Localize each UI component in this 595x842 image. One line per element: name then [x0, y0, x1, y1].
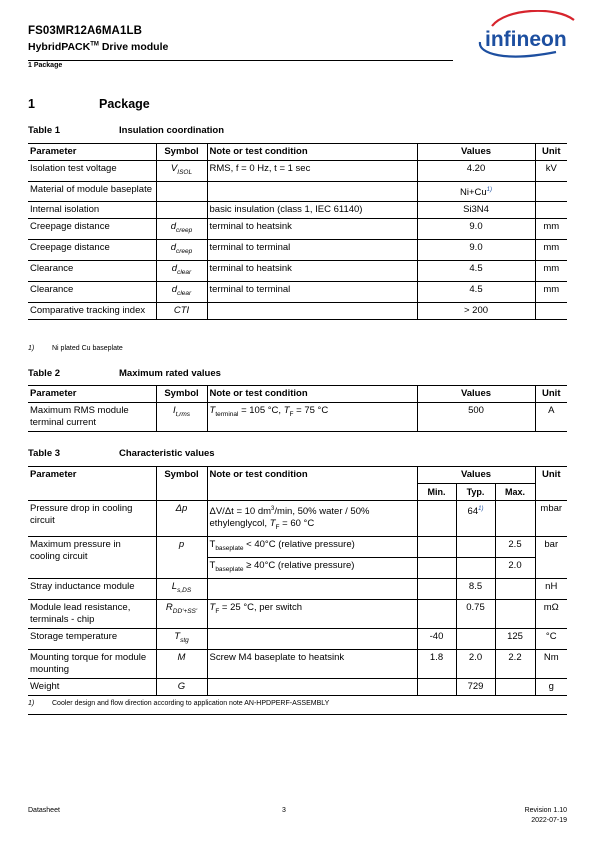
max-cell: 2.0 [495, 557, 535, 578]
min-cell [417, 537, 456, 558]
table-row [28, 578, 567, 599]
table-row [28, 599, 567, 628]
footer-date: 2022-07-19 [531, 817, 567, 824]
param-cell: Maximum RMS module terminal current [28, 403, 156, 432]
min-cell: 1.8 [417, 649, 456, 678]
symbol-cell: $I_{t,rms}$ [156, 403, 207, 432]
table3-footnote-mark: 1) [28, 700, 35, 707]
section-title: Package [99, 97, 150, 111]
min-cell [417, 678, 456, 695]
param-cell: Creepage distance [28, 219, 156, 240]
table-row [28, 678, 567, 695]
col-header-symbol: Symbol [156, 144, 207, 161]
col-header-values: Values [417, 144, 535, 161]
table1-label: Table 1 [28, 125, 61, 136]
col-header-parameter: Parameter [28, 467, 156, 501]
col-header-condition: Note or test condition [207, 386, 417, 403]
unit-cell [535, 302, 567, 319]
col-header-parameter: Parameter [28, 144, 156, 161]
symbol-cell: Δp [156, 501, 207, 537]
footer-doc-type: Datasheet [28, 807, 60, 814]
typ-cell: 8.5 [456, 578, 495, 599]
param-cell: Mounting torque for module mounting [28, 649, 156, 678]
unit-cell: mm [535, 219, 567, 240]
value-cell: > 200 [417, 302, 535, 319]
unit-cell: g [535, 678, 567, 695]
param-cell: Pressure drop in cooling circuit [28, 501, 156, 537]
condition-cell: $T_F = 25$ °C, per switch [207, 599, 417, 628]
param-cell: Maximum pressure in cooling circuit [28, 537, 156, 579]
col-header-parameter: Parameter [28, 386, 156, 403]
param-cell: Comparative tracking index [28, 302, 156, 319]
param-cell: Storage temperature [28, 628, 156, 649]
param-cell: Module lead resistance, terminals - chip [28, 599, 156, 628]
unit-cell: bar [535, 537, 567, 579]
max-cell: 125 [495, 628, 535, 649]
condition-cell: $T_{baseplate} < 40^\circ C$ (relative pressure) [207, 537, 417, 558]
symbol-cell: G [156, 678, 207, 695]
section-number: 1 [28, 97, 35, 111]
param-cell: Clearance [28, 260, 156, 281]
unit-cell: kV [535, 161, 567, 182]
table-row [28, 161, 567, 182]
condition-cell: Screw M4 baseplate to heatsink [207, 649, 417, 678]
param-cell: Material of module baseplate [28, 181, 156, 201]
table-row [28, 181, 567, 201]
symbol-cell: $T_{stg}$ [156, 628, 207, 649]
condition-cell [207, 578, 417, 599]
condition-cell: terminal to terminal [207, 281, 417, 302]
symbol-cell: $d_{clear}$ [156, 281, 207, 302]
table2-caption: Maximum rated values [119, 368, 221, 379]
condition-cell: $T_{terminal} = 105$ °C, $T_F = 75$ °C [207, 403, 417, 432]
unit-cell: mm [535, 281, 567, 302]
characteristic-table [28, 466, 567, 696]
symbol-cell: p [156, 537, 207, 579]
condition-cell: RMS, f = 0 Hz, t = 1 sec [207, 161, 417, 182]
col-header-max: Max. [495, 484, 535, 501]
param-cell: Weight [28, 678, 156, 695]
col-header-typ: Typ. [456, 484, 495, 501]
value-cell: 500 [417, 403, 535, 432]
min-cell [417, 501, 456, 537]
symbol-cell: $R_{DD'+SS'}$ [156, 599, 207, 628]
document-title: FS03MR12A6MA1LB [28, 25, 142, 37]
table-row [28, 537, 567, 558]
condition-cell [207, 628, 417, 649]
table-row [28, 260, 567, 281]
table3-footnote: Cooler design and flow direction according to application note AN-HPDPERF-ASSEMBLY [52, 700, 330, 707]
value-cell: 9.0 [417, 239, 535, 260]
table-row [28, 628, 567, 649]
col-header-unit: Unit [535, 467, 567, 501]
value-cell: $Ni+Cu^{1)}$ [417, 181, 535, 201]
unit-cell: nH [535, 578, 567, 599]
header-divider [28, 60, 453, 61]
unit-cell [535, 202, 567, 219]
footer-page-number: 3 [282, 807, 286, 814]
col-header-condition: Note or test condition [207, 144, 417, 161]
col-header-symbol: Symbol [156, 386, 207, 403]
min-cell: -40 [417, 628, 456, 649]
param-cell: Creepage distance [28, 239, 156, 260]
col-header-unit: Unit [535, 144, 567, 161]
symbol-cell: CTI [156, 302, 207, 319]
symbol-cell: $V_{ISOL}$ [156, 161, 207, 182]
value-cell: 4.5 [417, 281, 535, 302]
unit-cell: Nm [535, 649, 567, 678]
table1-footnote: Ni plated Cu baseplate [52, 345, 123, 352]
table2-label: Table 2 [28, 368, 61, 379]
symbol-cell: $d_{clear}$ [156, 260, 207, 281]
max-rated-table [28, 385, 567, 432]
condition-cell [207, 302, 417, 319]
param-cell: Isolation test voltage [28, 161, 156, 182]
unit-cell: mm [535, 260, 567, 281]
insulation-table [28, 143, 567, 320]
table-row [28, 403, 567, 432]
col-header-values: Values [417, 467, 535, 484]
typ-cell: 0.75 [456, 599, 495, 628]
condition-cell [207, 181, 417, 201]
max-cell [495, 501, 535, 537]
table-row [28, 302, 567, 319]
condition-cell: $T_{baseplate} \ge 40^\circ C$ (relative pressure) [207, 557, 417, 578]
table-row [28, 219, 567, 240]
condition-cell: terminal to heatsink [207, 260, 417, 281]
symbol-cell [156, 202, 207, 219]
symbol-cell: $d_{creep}$ [156, 239, 207, 260]
min-cell [417, 557, 456, 578]
table-row [28, 649, 567, 678]
condition-cell: terminal to heatsink [207, 219, 417, 240]
max-cell [495, 599, 535, 628]
col-header-symbol: Symbol [156, 467, 207, 501]
symbol-cell: M [156, 649, 207, 678]
table1-footnote-mark: 1) [28, 345, 35, 352]
table-row [28, 239, 567, 260]
col-header-values: Values [417, 386, 535, 403]
table3-label: Table 3 [28, 448, 61, 459]
table1-caption: Insulation coordination [119, 125, 225, 136]
unit-cell [535, 181, 567, 201]
infineon-logo [476, 10, 582, 60]
col-header-unit: Unit [535, 386, 567, 403]
typ-cell: 729 [456, 678, 495, 695]
typ-cell: 64$^{1)}$ [456, 501, 495, 537]
condition-cell [207, 678, 417, 695]
max-cell: 2.5 [495, 537, 535, 558]
value-cell: 4.20 [417, 161, 535, 182]
min-cell [417, 578, 456, 599]
col-header-condition: Note or test condition [207, 467, 417, 501]
condition-cell: basic insulation (class 1, IEC 61140) [207, 202, 417, 219]
header-section-label: 1 Package [28, 62, 63, 69]
table-row [28, 202, 567, 219]
unit-cell: mm [535, 239, 567, 260]
footnote-divider [28, 714, 567, 715]
table-row [28, 501, 567, 537]
typ-cell: 2.0 [456, 649, 495, 678]
logo-text: infineon [485, 28, 567, 51]
param-cell: Clearance [28, 281, 156, 302]
symbol-cell: $L_{s,DS}$ [156, 578, 207, 599]
symbol-cell [156, 181, 207, 201]
table3-caption: Characteristic values [119, 448, 215, 459]
param-cell: Internal isolation [28, 202, 156, 219]
col-header-min: Min. [417, 484, 456, 501]
unit-cell: A [535, 403, 567, 432]
typ-cell [456, 557, 495, 578]
document-subtitle: HybridPACK™ Drive module [28, 41, 169, 53]
unit-cell: mΩ [535, 599, 567, 628]
value-cell: 9.0 [417, 219, 535, 240]
max-cell [495, 678, 535, 695]
max-cell [495, 578, 535, 599]
footer-revision: Revision 1.10 [524, 807, 567, 814]
typ-cell [456, 628, 495, 649]
unit-cell: °C [535, 628, 567, 649]
min-cell [417, 599, 456, 628]
symbol-cell: $d_{creep}$ [156, 219, 207, 240]
param-cell: Stray inductance module [28, 578, 156, 599]
value-cell: Si3N4 [417, 202, 535, 219]
max-cell: 2.2 [495, 649, 535, 678]
condition-cell: ΔV/Δt = 10 $dm^3/\min$, 50% water / 50% ethylenglycol, $T_F = 60$ °C [207, 501, 417, 537]
typ-cell [456, 537, 495, 558]
value-cell: 4.5 [417, 260, 535, 281]
unit-cell: mbar [535, 501, 567, 537]
logo-arc [492, 11, 574, 26]
condition-cell: terminal to terminal [207, 239, 417, 260]
table-row [28, 281, 567, 302]
